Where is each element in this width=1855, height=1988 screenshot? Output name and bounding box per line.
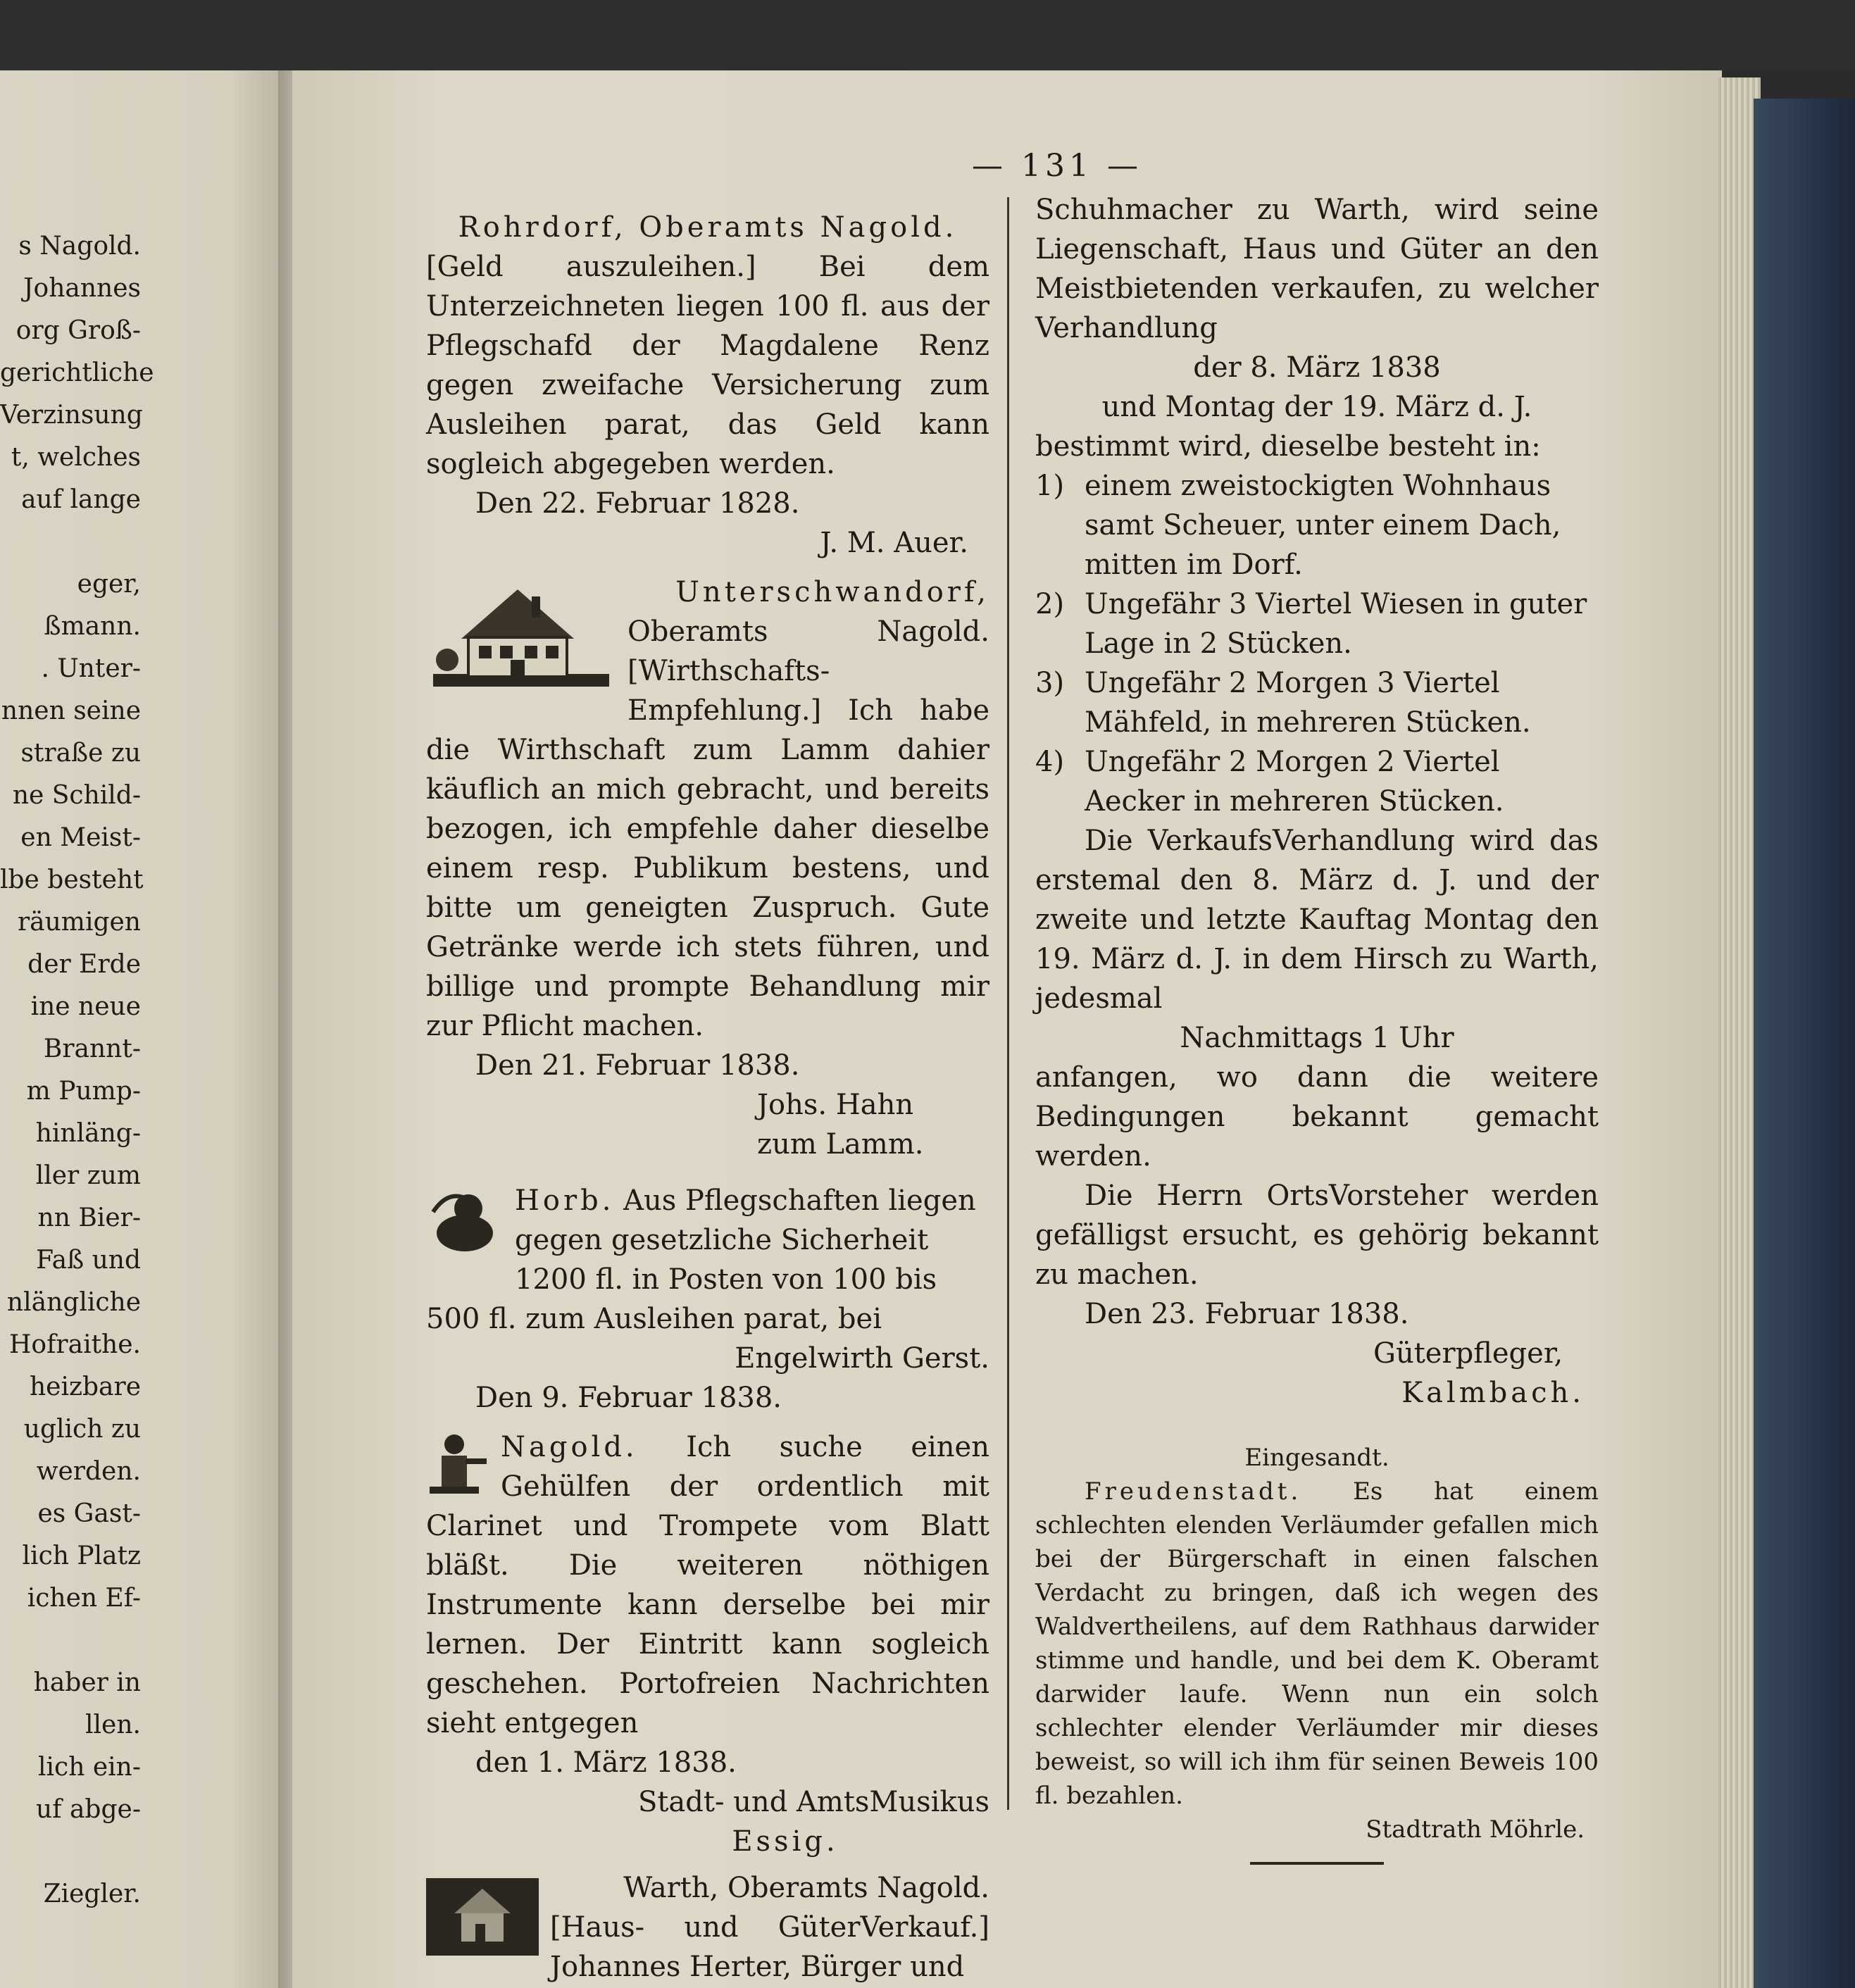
eingesandt-place: Freudenstadt. (1085, 1477, 1302, 1506)
page-number: — 131 — (972, 148, 1142, 184)
left-page-fragment-line: uf abge- (36, 1795, 141, 1824)
left-page-fragment-line: gerichtliche (0, 358, 154, 387)
left-page-fragment-line: Brannt- (43, 1034, 141, 1063)
left-page-fragment-line: ne Schild- (12, 781, 141, 810)
rohrdorf-body: [Geld auszuleihen.] Bei dem Unterzeichneten liegen 100 fl. aus der Pflegschafd der Magdalene Renz gegen zweifache Versicherung zum Ausleihen parat, das Geld kann sogleich abgegeben werden. (426, 251, 989, 480)
warth-heading: Warth, Oberamts Nagold. (623, 1872, 989, 1904)
warth-date: Den 23. Februar 1838. (1085, 1298, 1409, 1330)
column-divider (1007, 197, 1009, 1810)
left-page-fragment-line: es Gast- (37, 1499, 141, 1528)
left-page-fragment-line: lich ein- (38, 1753, 141, 1782)
unterschwandorf-heading: Unterschwandorf, (675, 576, 989, 608)
right-column (1035, 190, 1599, 1865)
horb-body (426, 1181, 989, 1339)
warth-date-line-1: der 8. März 1838 (1193, 351, 1441, 384)
left-page-fragment-line: nn Bier- (37, 1204, 141, 1232)
hat-vignette-icon (426, 1184, 504, 1261)
warth-property-item (1035, 742, 1599, 821)
left-page-fragment-line: eger, (77, 570, 141, 599)
left-page-fragment-line: nlängliche (6, 1288, 141, 1317)
warth-property-item (1035, 466, 1599, 584)
item-text: Ungefähr 2 Morgen 3 Viertel Mähfeld, in mehreren Stücken. (1085, 667, 1531, 739)
item-number: 1) (1035, 470, 1065, 502)
left-page-fragment-line: Hofraithe. (9, 1330, 141, 1359)
item-text: Ungefähr 2 Morgen 2 Viertel Aecker in mehreren Stücken. (1085, 746, 1504, 818)
left-page-fragment-line: lbe besteht (0, 865, 144, 894)
left-page-fragment-line: ine neue (30, 992, 141, 1021)
eingesandt-text: Es hat einem schlechten elenden Verläumder gefallen mich bei der Bürgerschaft in einen falschen Verdacht zu bringen, daß ich wegen des Waldvertheilens, auf dem Rathhaus darwider stimme und handle, und bei dem K. Oberamt darwider laufe. Wenn nun ein solch schlechter elender Verläumder mir dieses beweist, so will ich ihm für seinen Beweis 100 fl. bezahlen. (1035, 1477, 1599, 1810)
item-text: einem zweistockigten Wohnhaus samt Scheuer, unter einem Dach, mitten im Dorf. (1085, 470, 1561, 581)
warth-body-lead: [Haus- und GüterVerkauf.] Johannes Herter, Bürger und (550, 1911, 989, 1983)
left-page-fragment-line: werden. (36, 1457, 141, 1486)
left-page-fragment-line: nnen seine (1, 696, 141, 725)
warth-paragraph-4: Die Herrn OrtsVorsteher werden gefälligst ersucht, es gehörig bekannt zu machen. (1035, 1180, 1599, 1291)
left-column (426, 208, 989, 1987)
left-page-fragment-line: ller zum (35, 1161, 141, 1190)
nagold-date: den 1. März 1838. (475, 1746, 737, 1779)
nagold-heading: Nagold. (501, 1431, 638, 1463)
rohrdorf-date: Den 22. Februar 1828. (475, 487, 800, 520)
left-page-fragment-line: s Nagold. (18, 232, 141, 261)
left-page-fragment-line: der Erde (27, 950, 141, 979)
left-page-fragment-line: Ziegler. (43, 1880, 141, 1908)
left-page-fragment-line: org Groß- (15, 316, 141, 345)
unterschwandorf-signature: Johs. Hahn (757, 1089, 914, 1121)
left-page-fragment-line: ichen Ef- (27, 1584, 141, 1613)
item-number: 2) (1035, 588, 1065, 620)
dark-background-top (0, 0, 1855, 70)
warth-body-continued-2: bestimmt wird, dieselbe besteht in: (1035, 430, 1541, 463)
left-page-fragment-line: Verzinsung (0, 401, 143, 430)
item-number: 4) (1035, 746, 1065, 778)
rohrdorf-signature: J. M. Auer. (820, 527, 968, 559)
unterschwandorf-date: Den 21. Februar 1838. (475, 1049, 800, 1082)
left-page-fragment-line: haber in (33, 1668, 141, 1697)
eingesandt-signature: Stadtrath Möhrle. (1366, 1815, 1585, 1844)
eingesandt-body (1035, 1475, 1599, 1813)
warth-property-list (1035, 466, 1599, 821)
left-page-fragment-line: ßmann. (44, 612, 141, 641)
house-vignette-icon (426, 575, 616, 695)
farmhouse-vignette-icon (426, 1871, 539, 1956)
horb-date: Den 9. Februar 1838. (475, 1382, 782, 1414)
left-page-fragment-line: hinläng- (35, 1119, 141, 1148)
horb-signature: Engelwirth Gerst. (735, 1342, 989, 1375)
warth-property-item (1035, 663, 1599, 742)
nagold-signature-title: Stadt- und AmtsMusikus (637, 1786, 989, 1818)
left-page-fragment-line: straße zu (20, 739, 141, 768)
warth-paragraph-3: anfangen, wo dann die weitere Bedingungen bekannt gemacht werden. (1035, 1061, 1599, 1173)
left-page-fragment-line: räumigen (17, 908, 141, 937)
left-page-fragment-line: m Pump- (26, 1077, 141, 1106)
left-page-fragment-line: lich Platz (22, 1542, 141, 1570)
item-number: 3) (1035, 667, 1065, 699)
warth-signature-title: Güterpfleger, (1373, 1337, 1563, 1370)
eingesandt-heading: Eingesandt. (1244, 1444, 1389, 1472)
nagold-body (426, 1427, 989, 1743)
left-page-fragment-line: en Meist- (20, 823, 141, 852)
end-rule (1250, 1862, 1384, 1865)
left-page-fragment-line: Johannes (23, 274, 141, 303)
warth-paragraph-2: Die VerkaufsVerhandlung wird das erstemal den 8. März d. J. und der zweite und letzte Kauftag Montag den 19. März d. J. in dem Hirsch zu Warth, jedesmal (1035, 825, 1599, 1015)
left-page-fragment-line: Faß und (36, 1246, 141, 1275)
nagold-text: Ich suche einen Gehülfen der ordentlich mit Clarinet und Trompete vom Blatt bläßt. Die weiteren nöthigen Instrumente kann derselbe bei mir lernen. Der Eintritt kann sogleich geschehen. Portofreien Nachrichten sieht entgegen (426, 1431, 989, 1739)
horb-heading: Horb. (515, 1184, 615, 1217)
warth-property-item (1035, 584, 1599, 663)
warth-time: Nachmittags 1 Uhr (1180, 1022, 1454, 1054)
warth-body-continued: Schuhmacher zu Warth, wird seine Liegenschaft, Haus und Güter an den Meistbietenden verkaufen, zu welcher Verhandlung (1035, 194, 1599, 344)
warth-date-line-2: und Montag der 19. März d. J. (1101, 391, 1532, 423)
unterschwandorf-signature-place: zum Lamm. (757, 1128, 924, 1161)
warth-signature: Kalmbach. (1401, 1377, 1585, 1409)
item-text: Ungefähr 3 Viertel Wiesen in guter Lage in 2 Stücken. (1085, 588, 1587, 660)
left-page-fragment-line: llen. (85, 1711, 141, 1739)
book-cover (1754, 99, 1855, 1988)
nagold-signature: Essig. (732, 1825, 839, 1858)
horb-text: Aus Pflegschaften liegen gegen gesetzliche Sicherheit 1200 fl. in Posten von 100 bis 500 fl. zum Ausleihen parat, bei (426, 1184, 976, 1335)
left-page-fragment-line: heizbare (30, 1373, 141, 1401)
unterschwandorf-body: Oberamts Nagold. [WirthschaftsEmpfehlung.] Ich habe die Wirthschaft zum Lamm dahier käuflich an mich gebracht, und bereits bezogen, ich empfehle daher dieselbe einem resp. Publikum bestens, und bitte um geneigten Zuspruch. Gute Getränke werde ich stets führen, und billige und prompte Behandlung mir zur Pflicht machen. (426, 615, 989, 1042)
left-page-fragment-line: t, welches (11, 443, 141, 472)
left-page (0, 70, 285, 1988)
left-page-fragment-line: uglich zu (23, 1415, 141, 1444)
left-page-fragment-line: auf lange (21, 485, 141, 514)
musician-vignette-icon (426, 1430, 489, 1501)
left-page-fragment-line: . Unter- (41, 654, 141, 683)
rohrdorf-heading: Rohrdorf, Oberamts Nagold. (458, 211, 958, 244)
